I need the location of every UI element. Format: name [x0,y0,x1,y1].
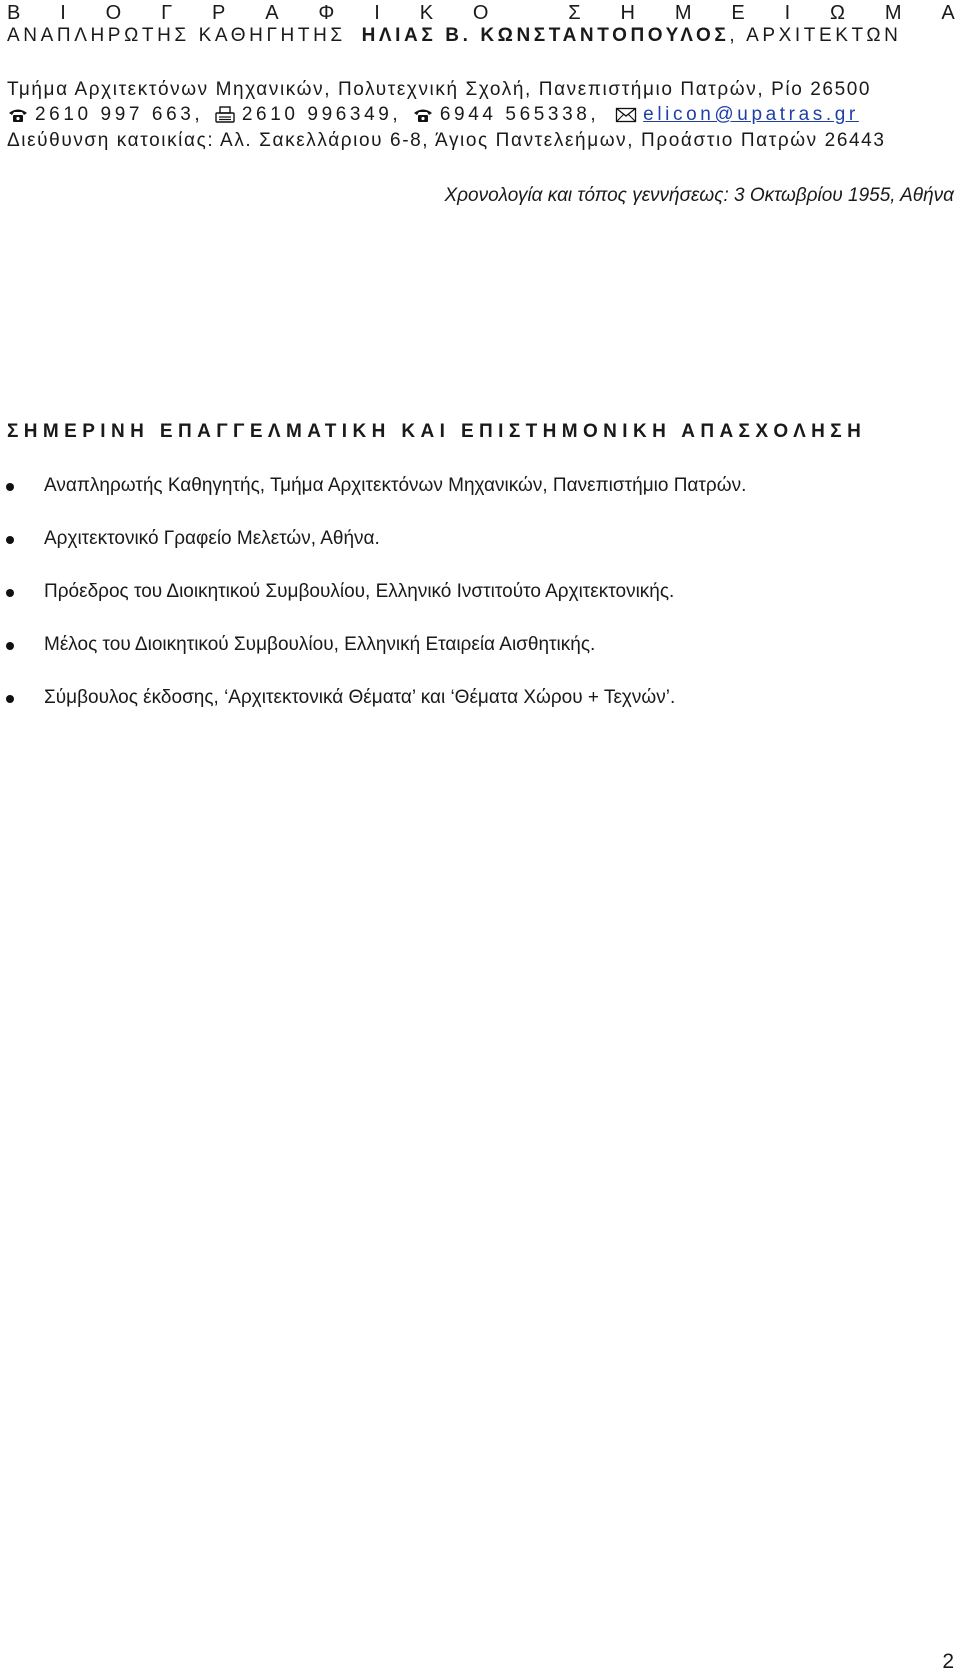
list-item [0,474,940,527]
list-item-text: Μέλος του Διοικητικού Συμβουλίου, Ελληνική Εταιρεία Αισθητικής. [44,634,596,655]
phone-icon [412,106,434,124]
birth-info: Χρονολογία και τόπος γεννήσεως: 3 Οκτωβρίου 1955, Αθήνα [444,185,954,206]
list-item-text: Αρχιτεκτονικό Γραφείο Μελετών, Αθήνα. [44,528,380,549]
title-letter: Ι [784,2,791,24]
list-item-text: Σύμβουλος έκδοσης, ‘Αρχιτεκτονικά Θέματα’ και ‘Θέματα Χώρου + Τεχνών’. [44,687,676,708]
title-letter: Ο [105,2,122,24]
bullet-icon [6,642,14,650]
title-letter: Σ [568,2,581,24]
title-letter: Ι [60,2,66,24]
title-letter: Η [620,2,635,24]
title-letter: Ρ [211,2,226,24]
person-name: ΗΛΙΑΣ Β. ΚΩΝΣΤΑΝΤΟΠΟΥΛΟΣ [361,25,730,46]
title-letter: Κ [419,2,434,24]
title-letter: Ε [731,2,745,24]
title-letter: Α [941,2,955,24]
home-address: Διεύθυνση κατοικίας: Αλ. Σακελλάριου 6-8, Άγιος Παντελεήμων, Προάστιο Πατρών 26443 [7,130,886,151]
title-letter: Μ [884,2,902,24]
title-letter: Φ [318,2,335,24]
bullet-icon [6,589,14,597]
bullet-icon [6,483,14,491]
fax-icon [214,106,236,124]
list-item-text: Πρόεδρος του Διοικητικού Συμβουλίου, Ελληνικό Ινστιτούτο Αρχιτεκτονικής. [44,581,675,602]
section-heading: ΣΗΜΕΡΙΝΗ ΕΠΑΓΓΕΛΜΑΤΙΚΗ ΚΑΙ ΕΠΙΣΤΗΜΟΝΙΚΗ ΑΠΑΣΧΟΛΗΣΗ [7,421,867,442]
department-address: Τμήμα Αρχιτεκτόνων Μηχανικών, Πολυτεχνική Σχολή, Πανεπιστήμιο Πατρών, Ρίο 26500 [7,79,872,100]
title-letter: Ο [472,2,489,24]
title-letter: Γ [161,2,173,24]
title-letter: Β [7,2,21,24]
title-letter: Ω [830,2,845,24]
title-letter: Ι [374,2,380,24]
list-item [0,527,940,580]
list-item [0,633,940,686]
list-item-text: Αναπληρωτής Καθηγητής, Τμήμα Αρχιτεκτόνων Μηχανικών, Πανεπιστήμιο Πατρών. [44,475,747,496]
email-link[interactable]: elicon@upatras.gr [643,104,859,125]
envelope-icon [615,106,637,124]
occupation-list [0,474,940,739]
rank-name-line [7,24,902,48]
contact-line [7,103,859,127]
bullet-icon [6,695,14,703]
profession: , ΑΡΧΙΤΕΚΤΩΝ [729,25,902,46]
title-letter: Μ [674,2,692,24]
page-number: 2 [942,1650,954,1673]
phone-icon [7,106,29,124]
list-item [0,580,940,633]
bullet-icon [6,536,14,544]
list-item [0,686,940,739]
title-letter: Α [265,2,279,24]
phone-number: 2610 997 663, [35,104,204,125]
mobile-number: 6944 565338, [439,104,600,125]
academic-rank: ΑΝΑΠΛΗΡΩΤΗΣ ΚΑΘΗΓΗΤΗΣ [7,25,346,46]
fax-number: 2610 996349, [241,104,402,125]
